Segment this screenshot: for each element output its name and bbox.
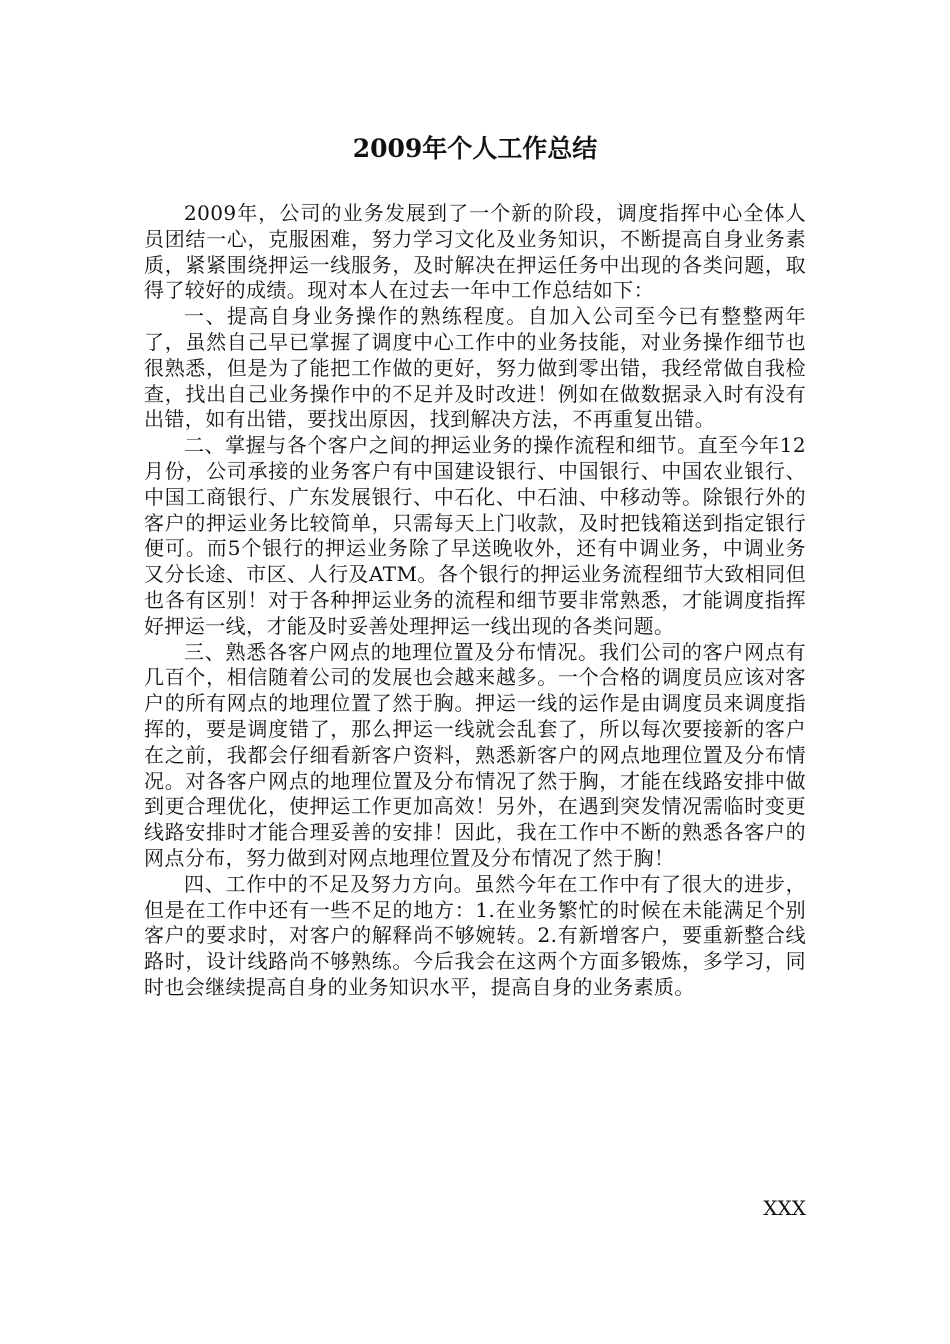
signature: XXX bbox=[763, 1196, 806, 1220]
document-title: 2009年个人工作总结 bbox=[352, 134, 598, 163]
paragraph-section-1: 一、提高自身业务操作的熟练程度。自加入公司至今已有整整两年了，虽然自己早已掌握了调度中心工作中的业务技能，对业务操作细节也很熟悉，但是为了能把工作做的更好，努力做到零出错，我经常做自我检查，找出自己业务操作中的不足并及时改进！例如在做数据录入时有没有出错，如有出错，要找出原因，找到解决方法，不再重复出错。 bbox=[144, 304, 806, 432]
paragraph-section-2: 二、掌握与各个客户之间的押运业务的操作流程和细节。直至今年12月份，公司承接的业务客户有中国建设银行、中国银行、中国农业银行、中国工商银行、广东发展银行、中石化、中石油、中移动等。除银行外的客户的押运业务比较简单，只需每天上门收款，及时把钱箱送到指定银行便可。而5个银行的押运业务除了早送晚收外，还有中调业务，中调业务又分长途、市区、人行及ATM。各个银行的押运业务流程细节大致相同但也各有区别！对于各种押运业务的流程和细节要非常熟悉，才能调度指挥好押运一线，才能及时妥善处理押运一线出现的各类问题。 bbox=[144, 433, 806, 638]
paragraph-section-4: 四、工作中的不足及努力方向。虽然今年在工作中有了很大的进步，但是在工作中还有一些不足的地方：1.在业务繁忙的时候在未能满足个别客户的要求时，对客户的解释尚不够婉转。2.有新增客户，要重新整合线路时，设计线路尚不够熟练。今后我会在这两个方面多锻炼，多学习，同时也会继续提高自身的业务知识水平，提高自身的业务素质。 bbox=[144, 871, 806, 999]
paragraph-intro: 2009年，公司的业务发展到了一个新的阶段，调度指挥中心全体人员团结一心，克服困难，努力学习文化及业务知识，不断提高自身业务素质，紧紧围绕押运一线服务，及时解决在押运任务中出现的各类问题，取得了较好的成绩。现对本人在过去一年中工作总结如下： bbox=[144, 201, 806, 303]
document-body bbox=[144, 201, 806, 1001]
paragraph-section-3: 三、熟悉各客户网点的地理位置及分布情况。我们公司的客户网点有几百个，相信随着公司的发展也会越来越多。一个合格的调度员应该对客户的所有网点的地理位置了然于胸。押运一线的运作是由调度员来调度指挥的，要是调度错了，那么押运一线就会乱套了，所以每次要接新的客户在之前，我都会仔细看新客户资料，熟悉新客户的网点地理位置及分布情况。对各客户网点的地理位置及分布情况了然于胸，才能在线路安排中做到更合理优化，使押运工作更加高效！另外，在遇到突发情况需临时变更线路安排时才能合理妥善的安排！因此，我在工作中不断的熟悉各客户的网点分布，努力做到对网点地理位置及分布情况了然于胸！ bbox=[144, 639, 806, 870]
